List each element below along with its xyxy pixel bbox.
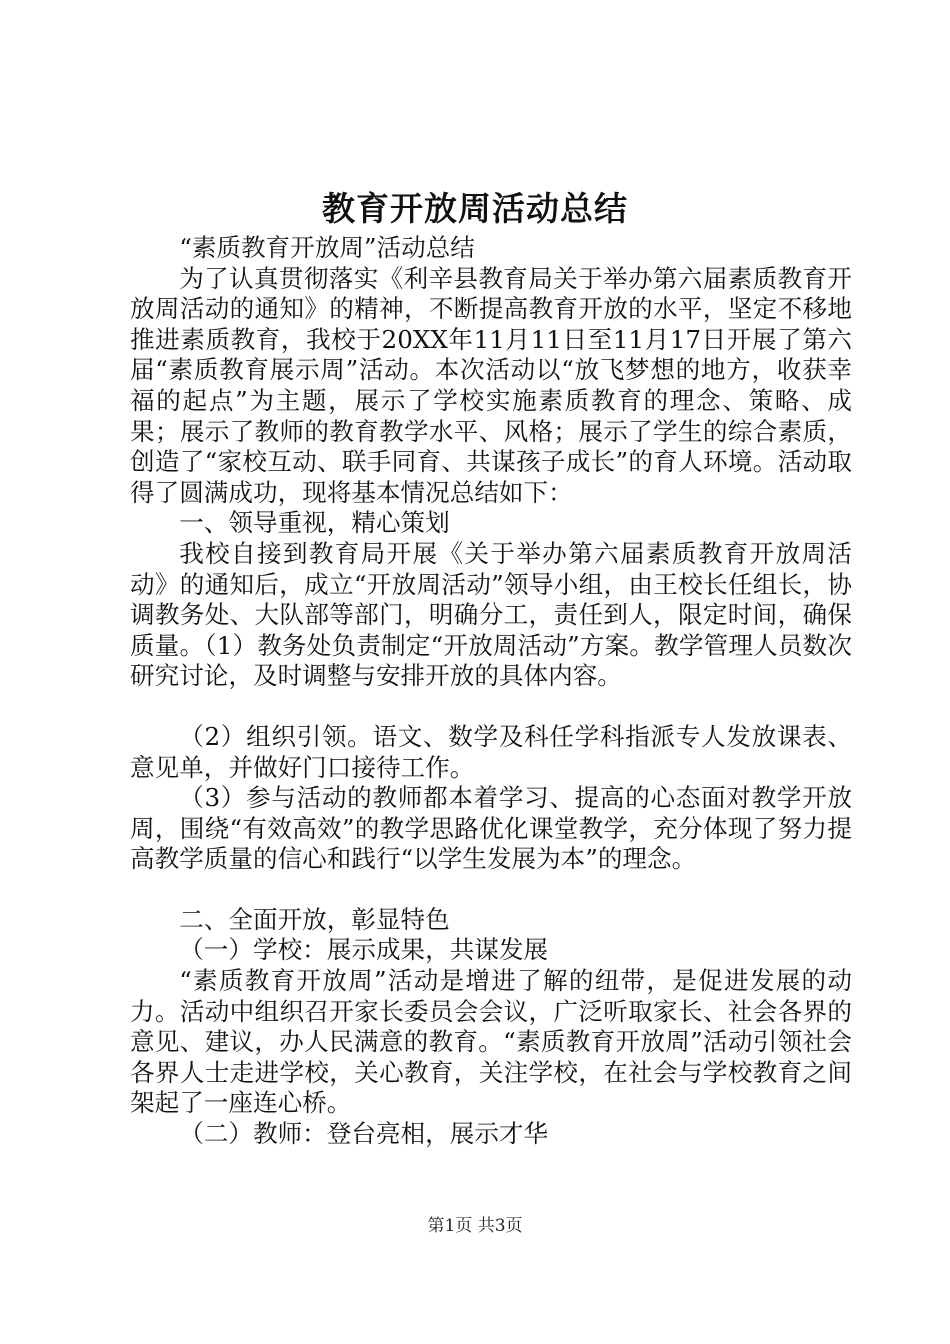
subsection-heading: （一）学校：展示成果，共谋发展 (179, 935, 549, 965)
body-paragraph: （2）组织引领。语文、数学及科任学科指派专人发放课表、意见单，并做好门口接待工作。 (130, 721, 852, 782)
section-heading-1: 一、领导重视，精心策划 (179, 508, 450, 538)
document-title: 教育开放周活动总结 (322, 189, 628, 228)
page-number-footer: 第1页 共3页 (427, 1216, 523, 1236)
subtitle-paragraph: “素质教育开放周”活动总结 (179, 233, 475, 262)
document-body (130, 233, 852, 1150)
body-paragraph: 我校自接到教育局开展《关于举办第六届素质教育开放周活动》的通知后，成立“开放周活动”领导小组，由王校长任组长，协调教务处、大队部等部门，明确分工，责任到人，限定时间，确保质量。（1）教务处负责制定“开放周活动”方案。教学管理人员数次研究讨论，及时调整与安排开放的具体内容。 (130, 538, 852, 691)
body-paragraph: “素质教育开放周”活动是增进了解的纽带，是促进发展的动力。活动中组织召开家长委员会会议，广泛听取家长、社会各界的意见、建议，办人民满意的教育。“素质教育开放周”活动引领社会各界人士走进学校，关心教育，关注学校，在社会与学校教育之间架起了一座连心桥。 (130, 966, 852, 1118)
subsection-heading: （二）教师：登台亮相，展示才华 (179, 1119, 549, 1149)
section-heading-2: 二、全面开放，彰显特色 (179, 904, 450, 934)
intro-paragraph: 为了认真贯彻落实《利辛县教育局关于举办第六届素质教育开放周活动的通知》的精神，不断提高教育开放的水平，坚定不移地推进素质教育，我校于20XX年11月11日至11月17日开展了第六届“素质教育展示周”活动。本次活动以“放飞梦想的地方，收获幸福的起点”为主题，展示了学校实施素质教育的理念、策略、成果；展示了教师的教育教学水平、风格；展示了学生的综合素质，创造了“家校互动、联手同育、共谋孩子成长”的育人环境。活动取得了圆满成功，现将基本情况总结如下： (130, 263, 852, 507)
body-paragraph: （3）参与活动的教师都本着学习、提高的心态面对教学开放周，围绕“有效高效”的教学思路优化课堂教学，充分体现了努力提高教学质量的信心和践行“以学生发展为本”的理念。 (130, 783, 852, 874)
